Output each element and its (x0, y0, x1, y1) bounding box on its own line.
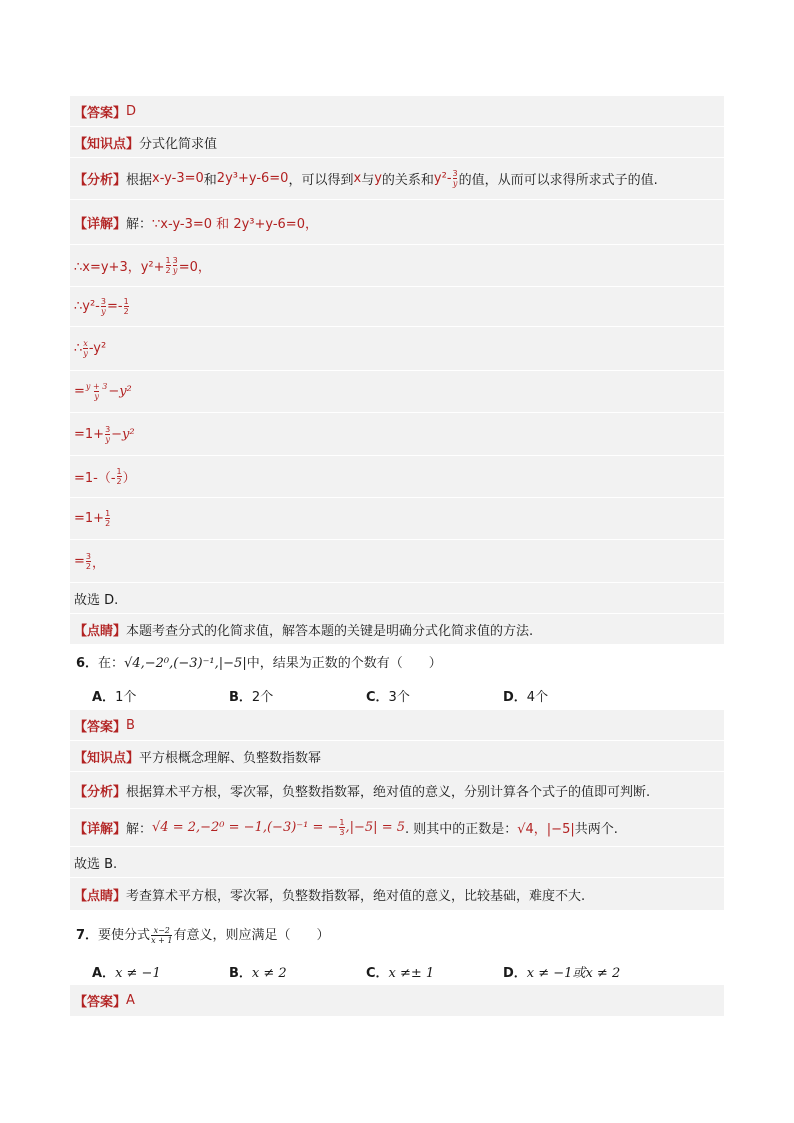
detail-line: −y² (108, 384, 132, 399)
fraction-numerator: 1 (116, 467, 122, 476)
detail-line: ， (92, 555, 106, 571)
detail-line: ∵x-y-3=0 和 2y³+y-6=0， (152, 216, 318, 232)
detail-text: 解： (126, 216, 153, 232)
fraction (151, 926, 172, 945)
option-letter: D． (503, 690, 527, 705)
question-text: 要使分式 (98, 928, 151, 943)
option-text: x ≠ −1 (115, 966, 161, 981)
answer-value: B (126, 717, 135, 733)
detail-line: =1-（- (74, 471, 116, 486)
knowledge-row (70, 127, 724, 158)
detail-line: ∴ (74, 341, 83, 356)
option-text: x ≠± 1 (388, 966, 435, 981)
option-b[interactable] (229, 686, 366, 705)
option-letter: D． (503, 966, 527, 981)
fraction-denominator: 3 (339, 828, 345, 837)
option-c[interactable] (366, 962, 503, 981)
fraction (83, 339, 88, 358)
fraction (105, 509, 110, 528)
detail-line-6 (70, 413, 724, 456)
equation: x-y-3=0 (152, 171, 204, 186)
detail-line-8 (70, 498, 724, 540)
fraction-numerator: 1 (165, 256, 171, 265)
detail-row (70, 809, 724, 847)
fraction (166, 256, 171, 275)
knowledge-row (70, 741, 724, 772)
fraction-denominator: 2 (105, 519, 111, 528)
analysis-text: 的值，从而可以求得所求式子的值. (458, 173, 658, 188)
fraction (86, 552, 91, 571)
choose-text: 故选 B. (74, 856, 118, 872)
fraction (101, 297, 106, 316)
question-expression: √4,−2⁰,(−3)⁻¹,|−5| (124, 656, 247, 671)
knowledge-text: 平方根概念理解、负整数指数幂 (139, 750, 322, 766)
detail-line: =- (106, 299, 123, 314)
question-text: 有意义，则应满足（ ） (173, 928, 330, 943)
analysis-text: 根据算术平方根，零次幂，负整数指数幂，绝对值的意义，分别计算各个式子的值即可判断. (126, 784, 651, 800)
equation: 2y³+y-6=0 (216, 171, 289, 186)
fraction (173, 256, 178, 275)
fraction-numerator: x−2 (153, 926, 170, 935)
detail-line: =1+ (74, 511, 105, 526)
analysis-row (70, 158, 724, 200)
fraction-numerator: 1 (339, 818, 345, 827)
option-d[interactable] (503, 686, 640, 705)
analysis-text: ，可以得到 (288, 173, 354, 188)
option-text: 1个 (115, 690, 137, 705)
option-text: x ≠ −1或x ≠ 2 (526, 966, 621, 981)
knowledge-text: 分式化简求值 (139, 136, 218, 152)
question-number: 7． (76, 928, 99, 943)
comment-row (70, 614, 724, 645)
question-text: 中，结果为正数的个数有（ ） (246, 656, 442, 671)
fraction-numerator: 1 (123, 297, 129, 306)
fraction (86, 382, 107, 401)
variable: x (353, 171, 362, 186)
comment-text: 本题考查分式的化简求值，解答本题的关键是明确分式化简求值的方法. (126, 623, 534, 639)
fraction (339, 818, 344, 837)
comment-tag: 【点睛】 (74, 623, 127, 639)
detail-line-9 (70, 540, 724, 583)
fraction-denominator: y (172, 266, 178, 275)
detail-tag: 【详解】 (74, 216, 127, 232)
option-letter: A． (92, 690, 116, 705)
option-a[interactable] (92, 962, 229, 981)
option-text: 4个 (526, 690, 549, 705)
detail-line: ） (122, 471, 136, 486)
option-c[interactable] (366, 686, 503, 705)
fraction (117, 467, 122, 486)
fraction-denominator: 2 (165, 266, 171, 275)
fraction-denominator: 2 (123, 307, 129, 316)
option-letter: A． (92, 966, 116, 981)
detail-line-5 (70, 371, 724, 413)
option-text: 2个 (251, 690, 274, 705)
option-letter: B． (229, 690, 252, 705)
expression: y²- (433, 171, 452, 186)
option-b[interactable] (229, 962, 366, 981)
detail-line: = (74, 384, 85, 399)
fraction-denominator: y (452, 179, 458, 188)
question-number: 6． (76, 656, 99, 671)
comment-row (70, 878, 724, 911)
detail-text: 共两个. (574, 822, 618, 837)
detail-line: ∴y²- (74, 299, 100, 314)
detail-line-4 (70, 327, 724, 371)
question-7 (76, 924, 329, 945)
analysis-row (70, 772, 724, 809)
answer-value: A (126, 993, 135, 1008)
comment-text: 考查算术平方根，零次幂，负整数指数幂，绝对值的意义，比较基础，难度不大. (126, 888, 586, 904)
detail-tag: 【详解】 (74, 822, 127, 837)
detail-line: −y² (111, 426, 135, 442)
detail-line: -y² (88, 341, 107, 356)
fraction (453, 169, 458, 188)
knowledge-tag: 【知识点】 (74, 750, 140, 766)
comment-tag: 【点睛】 (74, 888, 127, 904)
detail-line-7 (70, 456, 724, 498)
fraction-numerator: y + 3 (85, 382, 108, 391)
fraction-numerator: 1 (105, 509, 111, 518)
option-text: 3个 (388, 690, 410, 705)
detail-text: 解： (126, 822, 153, 837)
option-letter: C． (366, 966, 389, 981)
fraction-numerator: 3 (452, 169, 458, 178)
detail-line: =1+ (74, 426, 105, 442)
fraction-numerator: 3 (105, 424, 111, 434)
knowledge-tag: 【知识点】 (74, 136, 140, 152)
detail-expression: ,|−5| = 5 (345, 820, 405, 835)
detail-row (70, 200, 724, 245)
answer-value: D (126, 103, 137, 119)
detail-line-2 (70, 245, 724, 287)
option-a[interactable] (92, 686, 229, 705)
analysis-text: 和 (203, 173, 217, 188)
option-d[interactable] (503, 962, 640, 981)
fraction-denominator: y (105, 434, 110, 444)
question-text: 在： (98, 656, 125, 671)
fraction-denominator: y (83, 349, 88, 358)
option-letter: B． (229, 966, 252, 981)
fraction-numerator: 3 (100, 297, 106, 306)
fraction-denominator: 2 (85, 561, 91, 571)
detail-line-3 (70, 287, 724, 327)
answer-row (70, 710, 724, 741)
analysis-text: 的关系和 (381, 173, 434, 188)
detail-line: = (74, 553, 85, 569)
options-6 (92, 686, 732, 705)
fraction-numerator: x (83, 339, 88, 348)
analysis-tag: 【分析】 (74, 784, 127, 800)
detail-text: . 则其中的正数是： (404, 822, 518, 837)
fraction (105, 425, 110, 444)
choose-row (70, 847, 724, 878)
option-letter: C． (366, 690, 389, 705)
fraction-denominator: 2 (116, 477, 122, 486)
answer-tag: 【答案】 (74, 105, 127, 121)
analysis-tag: 【分析】 (74, 173, 127, 188)
fraction-denominator: y (94, 392, 99, 401)
answer-row (70, 985, 724, 1017)
fraction-numerator: 3 (172, 256, 178, 265)
detail-line: ∴x=y+3，y²+ (74, 260, 165, 275)
detail-expression: √4 = 2,−2⁰ = −1,(−3)⁻¹ = − (152, 820, 339, 835)
detail-expression: √4，|−5| (517, 822, 575, 837)
detail-line: =0， (178, 260, 211, 275)
options-7 (92, 962, 732, 981)
fraction-denominator: y (101, 307, 106, 316)
fraction-numerator: 3 (85, 551, 91, 561)
option-text: x ≠ 2 (251, 966, 287, 981)
answer-tag: 【答案】 (74, 719, 127, 735)
choose-row (70, 583, 724, 614)
fraction-denominator: x + 1 (151, 936, 173, 945)
analysis-text: 根据 (126, 173, 153, 188)
choose-text: 故选 D. (74, 592, 119, 608)
answer-row (70, 96, 724, 127)
fraction (124, 297, 129, 316)
question-6 (76, 652, 442, 671)
answer-tag: 【答案】 (74, 995, 127, 1010)
variable: y (374, 171, 382, 186)
analysis-text: 与 (361, 173, 375, 188)
